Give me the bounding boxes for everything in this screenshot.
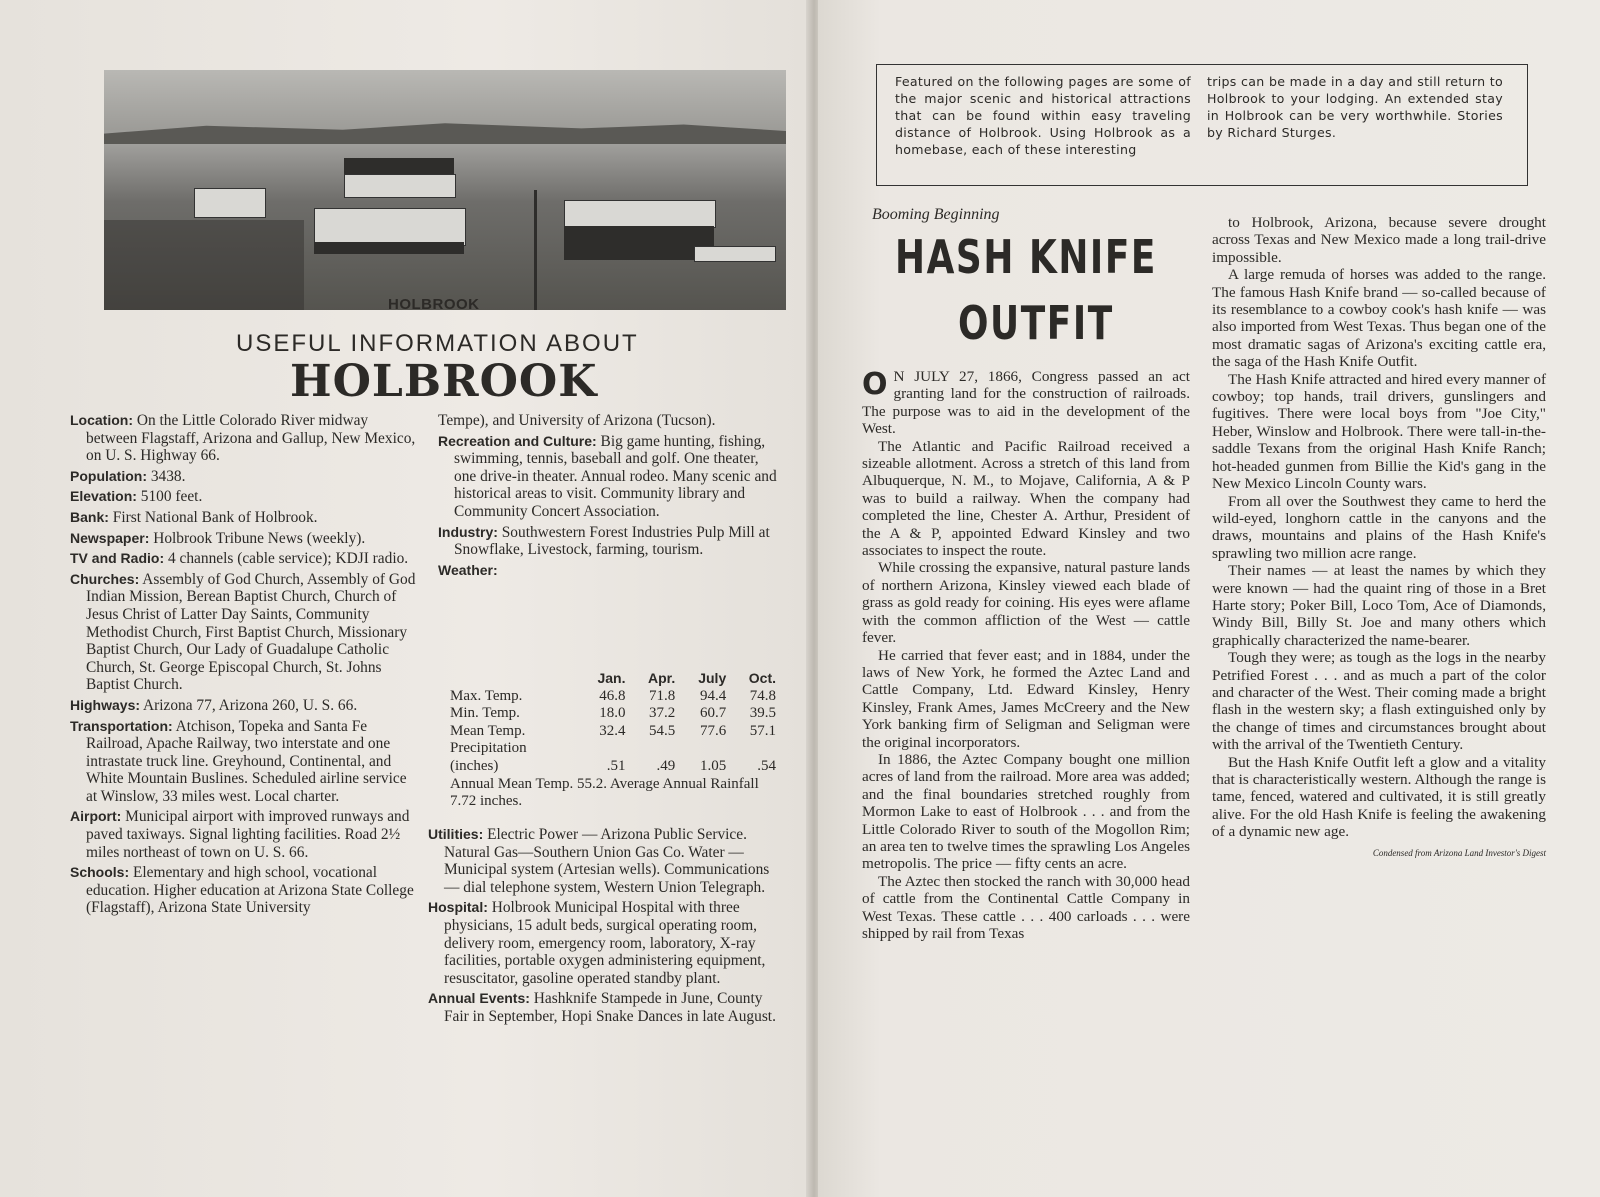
info-label: TV and Radio: — [70, 550, 165, 567]
info-label: Location: — [70, 412, 133, 428]
article-credit: Condensed from Arizona Land Investor's Digest — [1372, 847, 1546, 858]
weather-value: 32.4 — [599, 722, 626, 739]
info-entry — [428, 899, 778, 987]
info-text: Tempe), and University of Arizona (Tucson). — [438, 412, 716, 429]
info-label: Schools: — [70, 864, 130, 881]
info-label: Bank: — [70, 508, 109, 525]
weather-row-label: Mean Temp. — [450, 722, 526, 739]
info-entry — [438, 562, 778, 580]
info-text: Elementary and high school, vocational education. Higher education at Arizona State College (Flagstaff), Arizona State University — [86, 864, 414, 917]
info-text: Hashknife Stampede in June, County Fair in September, Hopi Snake Dances in late August. — [444, 990, 776, 1025]
info-label: Newspaper: — [70, 529, 150, 546]
weather-row-label: (inches) — [450, 757, 499, 774]
article-paragraph: The Aztec then stocked the ranch with 30,000 head of cattle from the Continental Cattle Company in West Texas. These cattle . . . 400 carloads . . . were shipped by rail from Texas — [862, 872, 1190, 942]
info-column-right-bottom — [428, 826, 778, 1029]
info-entry — [438, 412, 778, 430]
weather-value: 39.5 — [749, 705, 776, 722]
weather-value: 18.0 — [599, 705, 626, 722]
weather-value: 94.4 — [699, 687, 727, 704]
article-paragraph: In 1886, the Aztec Company bought one million acres of land from the railroad. More area was added; and the final boundaries stretched roughly from Mormon Lake to east of Holbrook . . . and from the Little Colorado River to south of the Mogollon Rim; an area ten to twelve times the sprawling Los Angeles metropolis. The price — fifty cents an acre. — [862, 750, 1190, 873]
info-text: 4 channels (cable service); KDJI radio. — [164, 550, 409, 568]
weather-value: 46.8 — [599, 687, 626, 704]
article-title-line2: OUTFIT — [958, 296, 1114, 350]
info-entry — [70, 468, 420, 486]
info-text: 5100 feet. — [136, 488, 203, 506]
weather-row — [448, 758, 778, 776]
article-title-line1: HASH KNIFE — [895, 230, 1157, 284]
info-text: Municipal airport with improved runways and paved taxiways. Signal lighting facilities. Road 2½ miles northeast of town on U. S. 66. — [86, 808, 410, 861]
article-paragraph: Their names — at least the names by which they were known — had the quaint ring of those in a Bret Harte story; Poker Bill, Loco Tom, Ace of Diamonds, Windy Bill, Billy St. Joe and many others which graphically characterized the name-bearer. — [1212, 562, 1546, 649]
weather-row — [448, 705, 778, 723]
info-entry — [428, 826, 778, 896]
weather-value: 74.8 — [749, 687, 776, 704]
info-text: Big game hunting, fishing, swimming, tennis, baseball and golf. One theater, one drive-in theater. Annual rodeo. Many scenic and historical areas to visit. Community library and Community Concert Association. — [454, 432, 777, 520]
article-paragraph: From all over the Southwest they came to herd the wild-eyed, longhorn cattle in the canyons and the draws, mountains and plains of the Hash Knife's sprawling two million acre range. — [1212, 492, 1546, 562]
weather-annual-summary: Annual Mean Temp. 55.2. Average Annual Rainfall 7.72 inches. — [450, 775, 759, 810]
weather-value — [627, 740, 677, 758]
weather-value: .49 — [656, 757, 676, 774]
info-entry — [70, 718, 420, 806]
info-column-left — [70, 412, 420, 920]
heading-useful-information: USEFUL INFORMATION ABOUT — [236, 330, 639, 357]
info-label: Population: — [70, 467, 147, 484]
weather-value: 77.6 — [699, 722, 727, 739]
info-column-right-top — [438, 412, 778, 582]
weather-header-cell — [448, 670, 576, 688]
info-text: 3438. — [147, 467, 186, 485]
weather-table-block — [448, 670, 778, 811]
info-entry — [70, 509, 420, 527]
weather-row-label: Min. Temp. — [450, 705, 520, 722]
info-text: On the Little Colorado River midway between Flagstaff, Arizona and Gallup, New Mexico, on U. S. Highway 66. — [86, 412, 416, 465]
weather-row — [448, 740, 778, 758]
info-text: Assembly of God Church, Assembly of God Indian Mission, Berean Baptist Church, Church of Jesus Christ of Latter Day Saints, Community Methodist Church, First Baptist Church, Missionary Baptist Church, Our Lady of Guadalupe Catholic Church, St. George Episcopal Church, St. Johns Baptist Church. — [86, 570, 416, 694]
article-kicker: Booming Beginning — [872, 206, 1000, 223]
info-label: Weather: — [438, 561, 498, 578]
article-paragraph: The Hash Knife attracted and hired every manner of cowboy; top hands, trail drivers, gunslingers and fugitives. There were local boys from "Joe City," Heber, Winslow and Holbrook. There were tall-in-the-saddle Texans from the original Hash Knife Ranch; hot-headed gunmen from Billie the Kid's gang in the New Mexico Lincoln County wars. — [1212, 370, 1546, 493]
info-label: Utilities: — [428, 826, 484, 842]
weather-value: 54.5 — [648, 722, 676, 739]
info-label: Highways: — [70, 696, 141, 713]
weather-row — [448, 688, 778, 706]
info-text: Southwestern Forest Industries Pulp Mill at Snowflake, Livestock, farming, tourism. — [454, 523, 770, 559]
article-paragraph: While crossing the expansive, natural pasture lands of northern Arizona, Kinsley viewed each blade of grass as gold ready for coining. His eyes were aflame with the common affliction of the West — cattle fever. — [862, 559, 1190, 647]
info-text: Atchison, Topeka and Santa Fe Railroad, Apache Railway, two interstate and one intrastate truck line. Greyhound, Continental, and White Mountain Buslines. Scheduled airline service at Winslow, 33 miles west. Local charter. — [86, 717, 407, 805]
info-entry — [70, 697, 420, 715]
info-entry — [70, 808, 420, 861]
weather-header-cell: Apr. — [648, 670, 676, 686]
info-entry — [438, 433, 778, 521]
info-entry — [70, 571, 420, 694]
weather-value: 71.8 — [648, 687, 676, 704]
weather-value: .54 — [757, 757, 776, 774]
info-label: Elevation: — [70, 488, 137, 505]
info-label: Hospital: — [428, 899, 488, 916]
info-entry — [70, 488, 420, 506]
weather-row-label: Max. Temp. — [450, 687, 523, 704]
weather-row — [448, 723, 778, 741]
info-label: Annual Events: — [428, 990, 530, 1007]
weather-header-cell: July — [698, 670, 727, 686]
drop-cap: O — [862, 367, 888, 402]
weather-value — [728, 740, 778, 758]
info-label: Churches: — [70, 570, 140, 587]
weather-header-cell: Jan. — [597, 670, 626, 686]
info-entry — [70, 550, 420, 568]
weather-value: 1.05 — [699, 757, 727, 774]
info-text: Electric Power — Arizona Public Service. Natural Gas—Southern Union Gas Co. Water — Municipal system (Artesian wells). Communications — dial telephone system, Western Union Telegraph. — [444, 826, 770, 896]
info-entry — [438, 524, 778, 559]
info-label: Industry: — [438, 523, 498, 540]
article-column-right — [1212, 214, 1546, 862]
article-paragraph: The Atlantic and Pacific Railroad received a sizeable allotment. Across a stretch of this land from Albuquerque, N. M., to Mojave, California, A & P was to build a railway. When the company had completed the line, Chester A. Arthur, President of the A & P, appointed Edward Kinsley and two associates to inspect the route. — [862, 437, 1190, 560]
holbrook-aerial-photo — [104, 70, 786, 310]
weather-value: .51 — [606, 757, 626, 774]
info-label: Recreation and Culture: — [438, 432, 597, 449]
info-text: Holbrook Municipal Hospital with three physicians, 15 adult beds, surgical operating room, delivery room, emergency room, laboratory, X-ray facilities, portable oxygen administering equipment, resuscitator, gasoline operated standby plant. — [444, 899, 766, 987]
weather-value — [677, 740, 728, 758]
info-text: Holbrook Tribune News (weekly). — [149, 529, 366, 547]
heading-holbrook: HOLBROOK — [290, 356, 598, 407]
photo-caption: HOLBROOK — [388, 296, 480, 313]
weather-table — [448, 670, 778, 776]
info-entry — [70, 412, 420, 465]
weather-value: 60.7 — [699, 705, 727, 722]
article-paragraph: Tough they were; as tough as the logs in the nearby Petrified Forest . . . and as much a part of the color and character of the West. Their coming made a bright flash in the western sky; a flash extinguished only by the change of times and circumstances brought about with the arrival of the Twentieth Century. — [1212, 649, 1546, 754]
info-entry — [70, 530, 420, 548]
info-entry — [70, 864, 420, 917]
weather-value: 37.2 — [648, 705, 676, 722]
featured-text-right: trips can be made in a day and still return to Holbrook to your lodging. An extended stay in Holbrook can be very worthwhile. Stories by Richard Sturges. — [1207, 74, 1503, 140]
info-label: Airport: — [70, 808, 122, 825]
article-column-left — [862, 368, 1190, 942]
article-paragraph: He carried that fever east; and in 1884, under the laws of New York, he formed the Aztec Land and Cattle Company, Ltd. Edward Kinsley, Henry Kinsley, Frank Ames, James McCreery and the New York banking firm of Seligman and Seligman were the original incorporators. — [862, 646, 1190, 751]
weather-value: 57.1 — [749, 722, 776, 739]
weather-row-label: Precipitation — [450, 740, 527, 757]
featured-box — [876, 64, 1528, 186]
article-paragraph: to Holbrook, Arizona, because severe drought across Texas and New Mexico made a long trail-drive impossible. — [1212, 214, 1546, 266]
info-entry — [428, 990, 778, 1025]
weather-value — [576, 740, 627, 758]
article-paragraph: But the Hash Knife Outfit left a glow and a vitality that is characteristically western. Although the range is tame, fenced, watered and cultivated, it is still greatly alive. For the old Hash Knife is feeling the awakening of a dynamic new age. — [1212, 753, 1546, 841]
weather-header-cell: Oct. — [748, 670, 776, 686]
info-text: Arizona 77, Arizona 260, U. S. 66. — [140, 696, 358, 714]
article-paragraph: A large remuda of horses was added to the range. The famous Hash Knife brand — so-called because of its resemblance to a cowboy cook's hash knife — was also imported from West Texas. Thus began one of the most dramatic sagas of Arizona's exciting cattle era, the saga of the Hash Knife Outfit. — [1212, 266, 1546, 371]
info-label: Transportation: — [70, 717, 173, 734]
info-text: First National Bank of Holbrook. — [108, 508, 318, 526]
featured-text-left: Featured on the following pages are some of the major scenic and historical attractions that can be found within easy traveling distance of Holbrook. Using Holbrook as a homebase, each of these interesting — [895, 74, 1191, 157]
article-paragraph: O N JULY 27, 1866, Congress passed an act granting land for the construction of railroads. The purpose was to aid in the development of the West. — [862, 367, 1190, 438]
